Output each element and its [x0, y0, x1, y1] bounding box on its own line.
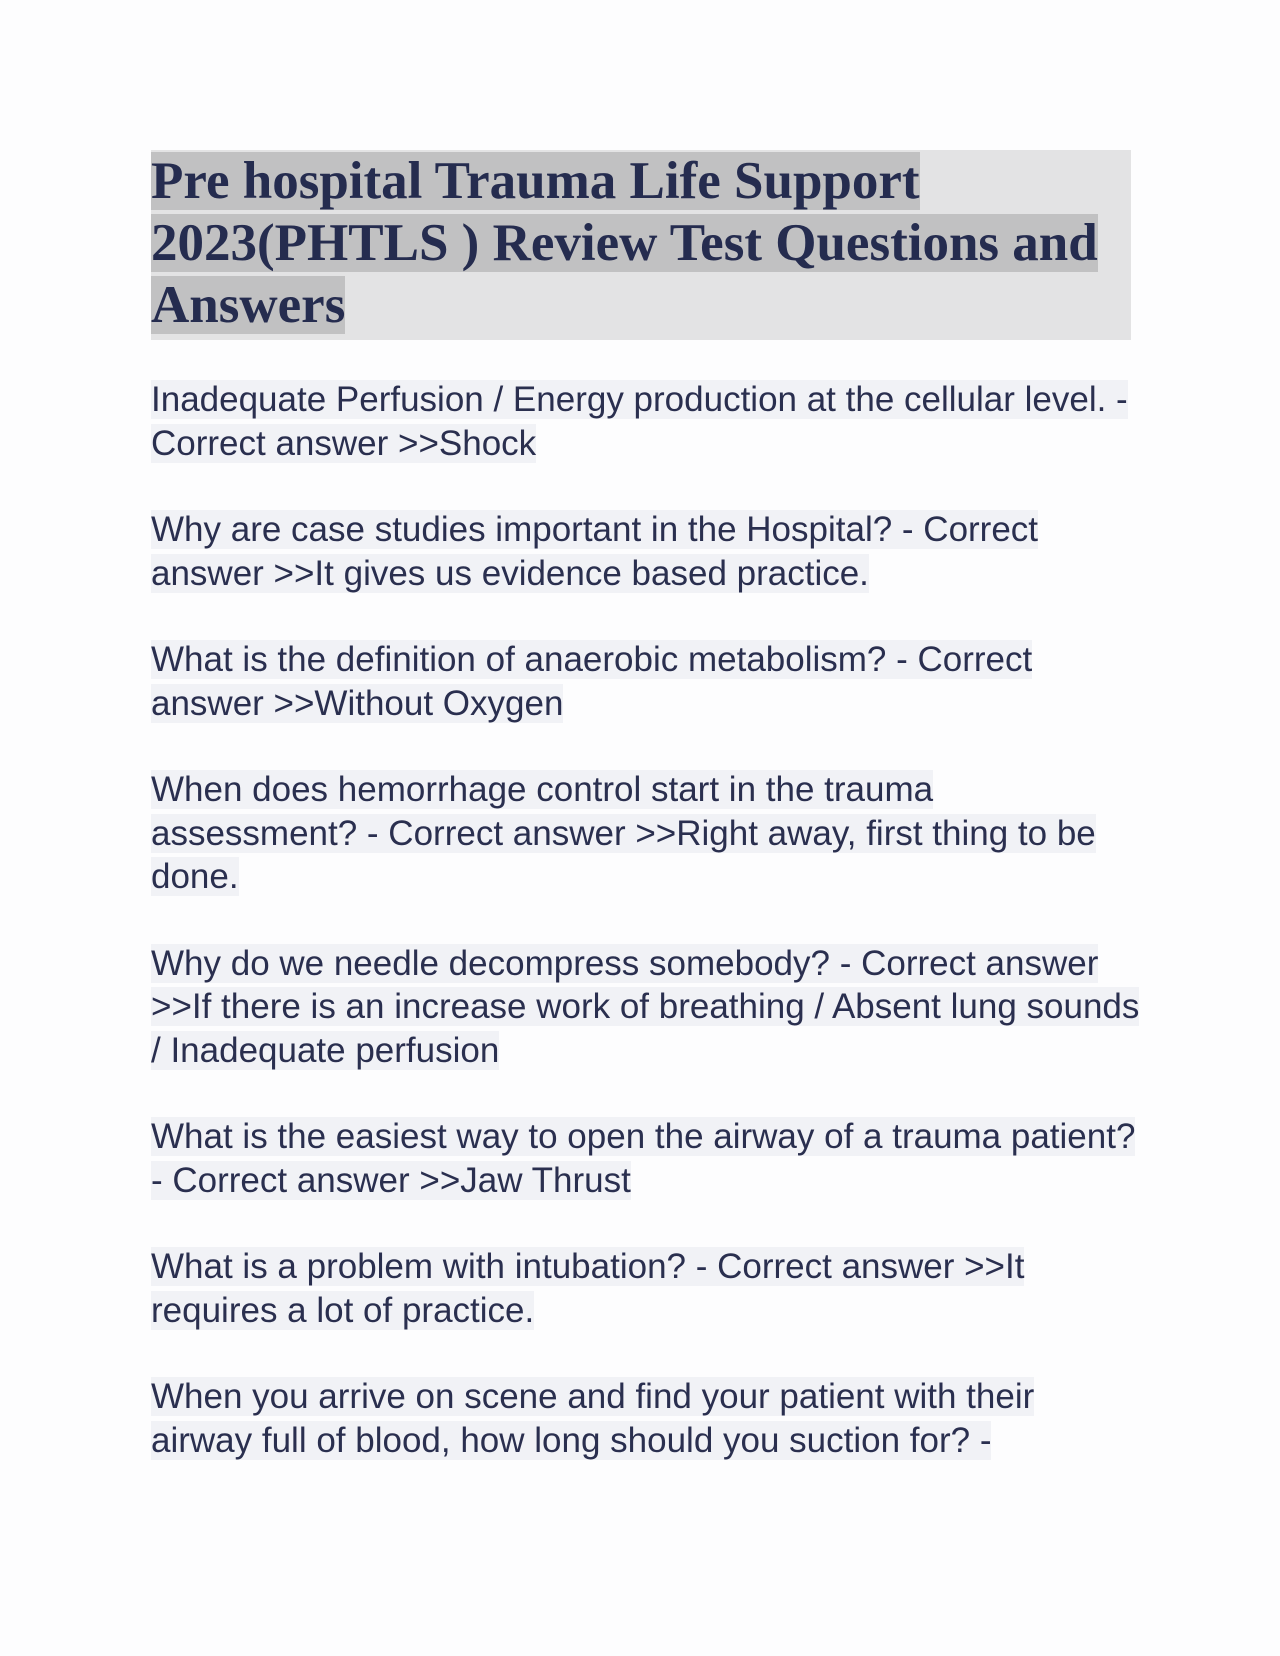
- qa-item-text: Inadequate Perfusion / Energy production at the cellular level. - Correct answer >>Shock: [151, 380, 1128, 463]
- question-answer-list: [151, 378, 1141, 1505]
- qa-item-text: What is the definition of anaerobic metabolism? - Correct answer >>Without Oxygen: [151, 640, 1033, 723]
- document-title-text: Pre hospital Trauma Life Support 2023(PHTLS ) Review Test Questions and Answers: [151, 152, 1098, 334]
- qa-item: [151, 1375, 1141, 1462]
- qa-item: [151, 638, 1141, 725]
- qa-item-text: When you arrive on scene and find your patient with their airway full of blood, how long should you suction for? -: [151, 1377, 1035, 1460]
- qa-item: [151, 942, 1141, 1073]
- qa-item-text: Why are case studies important in the Hospital? - Correct answer >>It gives us evidence based practice.: [151, 510, 1039, 593]
- qa-item: [151, 1115, 1141, 1202]
- qa-item-text: What is the easiest way to open the airway of a trauma patient? - Correct answer >>Jaw Thrust: [151, 1117, 1136, 1200]
- qa-item: [151, 508, 1141, 595]
- qa-item-text: Why do we needle decompress somebody? - Correct answer >>If there is an increase work of breathing / Absent lung sounds / Inadequate perfusion: [151, 943, 1140, 1070]
- document-title: [151, 150, 1131, 336]
- qa-item: [151, 378, 1141, 465]
- qa-item: [151, 768, 1141, 899]
- qa-item-text: What is a problem with intubation? - Correct answer >>It requires a lot of practice.: [151, 1247, 1025, 1330]
- qa-item: [151, 1245, 1141, 1332]
- qa-item-text: When does hemorrhage control start in the trauma assessment? - Correct answer >>Right away, first thing to be done.: [151, 770, 1096, 896]
